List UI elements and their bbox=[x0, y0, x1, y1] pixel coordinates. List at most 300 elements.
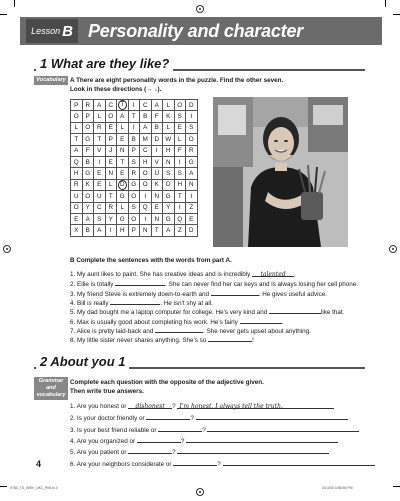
crop-mark bbox=[14, 0, 15, 7]
crop-mark bbox=[0, 14, 7, 15]
grid-letter: E bbox=[97, 170, 102, 178]
grid-letter: V bbox=[154, 158, 159, 166]
grid-cell bbox=[82, 145, 94, 156]
grid-cell bbox=[71, 145, 83, 156]
response-line[interactable]: I'm honest. I always tell the truth. bbox=[177, 402, 334, 409]
response-line[interactable] bbox=[177, 447, 329, 454]
grid-cell bbox=[105, 122, 117, 133]
grid-letter: E bbox=[120, 135, 125, 143]
grid-letter: P bbox=[131, 226, 136, 234]
grid-letter: L bbox=[97, 113, 101, 121]
grid-letter: F bbox=[154, 113, 159, 121]
grid-cell bbox=[128, 168, 140, 179]
grid-cell bbox=[140, 213, 152, 224]
grid-cell bbox=[140, 100, 152, 111]
section-1-title-text: What are they like? bbox=[50, 56, 170, 71]
grid-row bbox=[71, 122, 198, 133]
grid-cell bbox=[105, 179, 117, 190]
grid-cell bbox=[151, 156, 163, 167]
sentence-item bbox=[70, 270, 296, 279]
item-number: 7. bbox=[70, 327, 76, 335]
grid-cell bbox=[174, 225, 186, 236]
grid-letter: H bbox=[73, 170, 79, 178]
grid-letter: K bbox=[166, 113, 171, 121]
section-2-number: 2 bbox=[40, 354, 48, 369]
grid-letter: O bbox=[131, 192, 137, 200]
grid-letter: R bbox=[188, 147, 194, 155]
grid-letter: I bbox=[132, 101, 135, 109]
section-1-number: 1 bbox=[40, 56, 48, 71]
opposite-blank[interactable] bbox=[128, 447, 172, 454]
item-number: 1. bbox=[70, 271, 76, 278]
grid-letter: G bbox=[85, 135, 91, 143]
grid-cell bbox=[140, 156, 152, 167]
grid-cell bbox=[71, 111, 83, 122]
grid-cell bbox=[94, 202, 106, 213]
registration-mark bbox=[196, 5, 204, 13]
grid-letter: S bbox=[189, 124, 194, 132]
grid-cell bbox=[71, 100, 83, 111]
grid-letter: N bbox=[154, 215, 160, 223]
grid-cell bbox=[117, 202, 129, 213]
grid-letter: L bbox=[120, 124, 124, 132]
grid-cell bbox=[174, 111, 186, 122]
grid-cell bbox=[174, 191, 186, 202]
grid-cell bbox=[174, 168, 186, 179]
grid-cell bbox=[186, 111, 198, 122]
grid-cell bbox=[151, 100, 163, 111]
crop-mark bbox=[0, 486, 7, 487]
part-a-letter: A bbox=[70, 77, 75, 84]
grid-cell bbox=[117, 225, 129, 236]
registration-mark bbox=[3, 245, 11, 253]
grid-cell bbox=[94, 122, 106, 133]
word-search-grid bbox=[70, 99, 198, 237]
lesson-word: Lesson bbox=[31, 26, 61, 36]
answer-blank[interactable]: talented bbox=[252, 270, 294, 277]
grid-letter: J bbox=[109, 147, 113, 155]
grid-cell bbox=[140, 168, 152, 179]
question-before: Are you honest or bbox=[76, 403, 127, 410]
part-a-instruction bbox=[70, 76, 283, 85]
print-footer-left: 9780_TS_WBV_UK1_P06.tx 4 bbox=[10, 486, 58, 490]
grid-cell bbox=[151, 145, 163, 156]
grid-letter: L bbox=[120, 204, 124, 212]
grid-letter: A bbox=[97, 226, 102, 234]
grid-cell bbox=[71, 156, 83, 167]
grid-letter: D bbox=[154, 135, 160, 143]
grid-letter: D bbox=[118, 180, 127, 190]
grid-cell bbox=[82, 225, 94, 236]
grid-letter: I bbox=[144, 192, 147, 200]
grid-cell bbox=[117, 100, 129, 111]
grid-cell bbox=[186, 145, 198, 156]
question-item bbox=[70, 413, 348, 423]
grid-letter: U bbox=[73, 192, 79, 200]
grid-cell bbox=[174, 156, 186, 167]
grid-cell bbox=[94, 179, 106, 190]
section-1-title bbox=[36, 55, 173, 73]
grid-cell bbox=[105, 134, 117, 145]
grid-cell bbox=[117, 156, 129, 167]
grid-letter: E bbox=[189, 215, 194, 223]
question-mark: ? bbox=[172, 403, 176, 410]
grid-cell bbox=[174, 145, 186, 156]
grid-letter: N bbox=[154, 192, 160, 200]
question-before: Is your best friend reliable or bbox=[77, 426, 157, 434]
grid-cell bbox=[82, 100, 94, 111]
grid-letter: T bbox=[177, 192, 182, 200]
grid-letter: S bbox=[131, 158, 136, 166]
grid-cell bbox=[117, 145, 129, 156]
grid-cell bbox=[117, 122, 129, 133]
question-mark: ? bbox=[202, 426, 206, 434]
grid-cell bbox=[151, 202, 163, 213]
response-line[interactable] bbox=[207, 425, 359, 432]
grid-letter: P bbox=[108, 135, 113, 143]
grid-row bbox=[71, 179, 198, 190]
question-before: Are you patient or bbox=[76, 449, 127, 457]
grid-cell bbox=[186, 202, 198, 213]
grid-letter: B bbox=[85, 226, 90, 234]
grid-letter: R bbox=[131, 170, 137, 178]
grid-cell bbox=[71, 134, 83, 145]
print-footer-right: 2/14/00 3:56:56 PM bbox=[322, 486, 353, 490]
grid-letter: L bbox=[74, 124, 78, 132]
grid-letter: T bbox=[131, 113, 136, 121]
item-number: 2. bbox=[70, 415, 76, 423]
grid-letter: A bbox=[85, 215, 90, 223]
grid-letter: L bbox=[166, 101, 170, 109]
grid-letter: G bbox=[165, 192, 171, 200]
item-number: 2. bbox=[70, 281, 76, 289]
section-2-title-text: About you 1 bbox=[50, 354, 126, 369]
grid-cell bbox=[163, 202, 175, 213]
grid-letter: H bbox=[119, 226, 125, 234]
grid-cell bbox=[186, 179, 198, 190]
question-mark: ? bbox=[172, 449, 176, 457]
question-item bbox=[70, 436, 338, 446]
section-2-instruction-line2: Then write true answers. bbox=[70, 388, 144, 395]
part-b-letter: B bbox=[70, 257, 75, 264]
grid-cell bbox=[71, 179, 83, 190]
grid-cell bbox=[128, 145, 140, 156]
grid-cell bbox=[82, 156, 94, 167]
grid-letter: E bbox=[108, 158, 113, 166]
grid-letter: B bbox=[85, 158, 90, 166]
part-a-line2: Look in these directions (→ ↓). bbox=[70, 86, 162, 93]
grid-cell bbox=[128, 213, 140, 224]
grid-letter: R bbox=[85, 101, 91, 109]
grid-letter: O bbox=[73, 113, 79, 121]
section-1-heading bbox=[0, 55, 400, 73]
grid-letter: V bbox=[97, 147, 102, 155]
question-before: Are your neighbors considerate or bbox=[76, 460, 172, 468]
grid-letter: G bbox=[119, 192, 125, 200]
item-number: 6. bbox=[70, 460, 76, 468]
question-item bbox=[70, 459, 375, 469]
grid-letter: A bbox=[154, 101, 159, 109]
grid-letter: E bbox=[154, 204, 159, 212]
grid-letter: Y bbox=[166, 204, 171, 212]
opposite-blank[interactable] bbox=[137, 436, 181, 443]
side-label-line2: and bbox=[46, 385, 56, 391]
grid-letter: A bbox=[97, 101, 102, 109]
grid-cell bbox=[140, 191, 152, 202]
grid-cell bbox=[186, 100, 198, 111]
grid-letter: O bbox=[188, 135, 194, 143]
lesson-title: Personality and character bbox=[88, 21, 304, 41]
grid-cell bbox=[174, 134, 186, 145]
grid-letter: D bbox=[188, 226, 194, 234]
response-line[interactable] bbox=[186, 436, 338, 443]
grid-cell bbox=[71, 122, 83, 133]
grid-cell bbox=[151, 213, 163, 224]
grid-letter: I bbox=[178, 204, 181, 212]
grid-cell bbox=[163, 191, 175, 202]
grid-cell bbox=[71, 202, 83, 213]
grid-cell bbox=[140, 134, 152, 145]
grid-letter: O bbox=[131, 215, 137, 223]
grid-letter: H bbox=[165, 147, 171, 155]
grid-cell bbox=[151, 111, 163, 122]
item-number: 5. bbox=[70, 449, 76, 457]
grid-cell bbox=[174, 122, 186, 133]
grid-letter: O bbox=[73, 204, 79, 212]
grid-letter: T bbox=[108, 192, 113, 200]
grid-cell bbox=[105, 145, 117, 156]
grid-letter: E bbox=[97, 181, 102, 189]
item-number: 8. bbox=[70, 337, 76, 345]
question-mark: ? bbox=[180, 437, 185, 445]
grid-row bbox=[71, 100, 198, 111]
grid-letter: R bbox=[73, 181, 79, 189]
grid-letter: I bbox=[98, 158, 101, 166]
photo-illustration bbox=[213, 97, 348, 247]
grid-letter: N bbox=[108, 170, 114, 178]
grid-letter: P bbox=[131, 147, 136, 155]
grid-row bbox=[71, 145, 198, 156]
grid-letter: E bbox=[108, 124, 113, 132]
grid-letter: E bbox=[120, 170, 125, 178]
grid-letter: L bbox=[166, 124, 170, 132]
grid-cell bbox=[140, 225, 152, 236]
grid-cell bbox=[117, 191, 129, 202]
grid-letter: T bbox=[74, 135, 79, 143]
grid-letter: L bbox=[108, 181, 113, 189]
grid-cell bbox=[163, 134, 175, 145]
grid-letter: T bbox=[118, 100, 127, 110]
opposite-blank[interactable] bbox=[158, 425, 202, 432]
grid-cell bbox=[186, 122, 198, 133]
grid-cell bbox=[105, 100, 117, 111]
grid-cell bbox=[128, 134, 140, 145]
grid-letter: H bbox=[177, 181, 183, 189]
grid-cell bbox=[163, 122, 175, 133]
answer-blank[interactable] bbox=[115, 279, 165, 286]
item-number: 3. bbox=[70, 290, 76, 298]
grid-letter: I bbox=[178, 158, 181, 166]
grid-letter: S bbox=[131, 204, 136, 212]
answer-blank[interactable] bbox=[155, 326, 203, 333]
grid-cell bbox=[105, 111, 117, 122]
grid-letter: P bbox=[74, 101, 79, 109]
question-item bbox=[70, 447, 329, 457]
grid-row bbox=[71, 225, 198, 236]
question-before: Is your doctor friendly or bbox=[77, 415, 145, 423]
opposite-blank[interactable] bbox=[146, 413, 190, 420]
grid-cell bbox=[94, 213, 106, 224]
answer-blank[interactable] bbox=[269, 307, 321, 314]
side-label-line1: Grammar bbox=[38, 378, 64, 384]
grid-letter: Y bbox=[108, 215, 113, 223]
grid-letter: G bbox=[131, 181, 137, 189]
sentence-before: My aunt likes to paint. She has creative ideas and is incredibly bbox=[77, 271, 251, 278]
page-number: 4 bbox=[36, 459, 42, 469]
grid-letter: G bbox=[85, 170, 91, 178]
grid-letter: O bbox=[85, 192, 91, 200]
question-before: Are you organized or bbox=[76, 437, 136, 445]
grid-letter: Q bbox=[177, 215, 183, 223]
grid-cell bbox=[128, 202, 140, 213]
grid-letter: R bbox=[96, 124, 102, 132]
grid-letter: B bbox=[143, 113, 148, 121]
grid-letter: G bbox=[188, 158, 194, 166]
sentence-after: like that. bbox=[320, 309, 345, 317]
grid-cell bbox=[186, 134, 198, 145]
response-line[interactable] bbox=[196, 413, 348, 420]
sentence-item bbox=[70, 335, 254, 345]
grid-row bbox=[71, 202, 198, 213]
answer-blank[interactable] bbox=[208, 335, 254, 345]
grid-letter: R bbox=[108, 204, 114, 212]
item-number: 4. bbox=[70, 437, 76, 445]
grid-cell bbox=[82, 168, 94, 179]
grid-cell bbox=[140, 111, 152, 122]
grid-cell bbox=[94, 156, 106, 167]
side-label-line3: vocabulary bbox=[36, 392, 66, 398]
answer-blank[interactable] bbox=[110, 298, 160, 305]
grid-cell bbox=[186, 156, 198, 167]
grid-letter: Y bbox=[85, 204, 90, 212]
grid-letter: K bbox=[154, 181, 159, 189]
registration-mark bbox=[389, 245, 397, 253]
crop-mark bbox=[393, 486, 400, 487]
grid-cell bbox=[163, 179, 175, 190]
item-number: 1. bbox=[70, 403, 76, 410]
grid-cell bbox=[174, 100, 186, 111]
grid-letter: T bbox=[154, 226, 159, 234]
grid-cell bbox=[128, 156, 140, 167]
grid-letter: N bbox=[188, 181, 194, 189]
grid-letter: H bbox=[142, 158, 148, 166]
grid-cell bbox=[128, 225, 140, 236]
sentence-after: . She can never find her car keys and is always losing her cell phone. bbox=[165, 281, 359, 289]
grid-cell bbox=[94, 225, 106, 236]
section-2-instruction-line1: Complete each question with the opposite of the adjective given. bbox=[70, 379, 264, 386]
question-item bbox=[70, 402, 334, 411]
photo-woman-artist bbox=[213, 97, 348, 247]
grid-cell bbox=[163, 111, 175, 122]
grid-letter: L bbox=[177, 135, 182, 143]
section-2-title bbox=[36, 353, 129, 371]
grid-cell bbox=[186, 213, 198, 224]
grid-letter: T bbox=[97, 135, 102, 143]
grid-cell bbox=[71, 225, 83, 236]
grid-letter: E bbox=[74, 215, 79, 223]
grid-letter: N bbox=[142, 226, 148, 234]
answer-blank[interactable] bbox=[211, 289, 259, 296]
grid-cell bbox=[151, 179, 163, 190]
registration-mark bbox=[196, 488, 204, 496]
sentence-before: Bill is really bbox=[77, 299, 109, 307]
grid-letter: S bbox=[177, 170, 182, 178]
grid-cell bbox=[117, 168, 129, 179]
grid-cell bbox=[163, 213, 175, 224]
grid-cell bbox=[174, 202, 186, 213]
answer-blank[interactable] bbox=[240, 317, 282, 324]
grid-cell bbox=[105, 191, 117, 202]
grid-letter: A bbox=[120, 113, 125, 121]
grid-cell bbox=[82, 122, 94, 133]
grid-letter: B bbox=[154, 124, 159, 132]
question-mark: ? bbox=[190, 415, 194, 423]
grid-letter: F bbox=[85, 147, 90, 155]
grid-cell bbox=[163, 168, 175, 179]
grid-row bbox=[71, 134, 198, 145]
grid-cell bbox=[82, 179, 94, 190]
grid-letter: D bbox=[188, 101, 194, 109]
vocabulary-label: Vocabulary bbox=[34, 76, 68, 85]
part-b-instruction-text: Complete the sentences with the words from part A. bbox=[76, 257, 232, 264]
lesson-tab bbox=[26, 19, 78, 43]
sentence-after: . He isn't shy at all. bbox=[160, 299, 213, 307]
opposite-blank[interactable]: dishonest bbox=[128, 402, 172, 409]
sentence-after: . bbox=[294, 271, 296, 278]
grid-letter: O bbox=[142, 170, 148, 178]
grid-cell bbox=[105, 156, 117, 167]
grid-row bbox=[71, 156, 198, 167]
grid-letter: D bbox=[165, 181, 171, 189]
grid-letter: I bbox=[155, 147, 158, 155]
grid-letter: G bbox=[119, 215, 125, 223]
grid-letter: U bbox=[96, 192, 102, 200]
response-line[interactable] bbox=[223, 459, 375, 466]
grid-letter: A bbox=[189, 170, 194, 178]
grid-cell bbox=[94, 191, 106, 202]
grid-letter: Q bbox=[142, 204, 148, 212]
sentence-before: Alice is pretty laid-back and bbox=[76, 327, 154, 335]
grid-cell bbox=[128, 100, 140, 111]
sentence-before: Max is usually good about completing his work. He's fairly bbox=[77, 318, 238, 326]
grid-cell bbox=[140, 122, 152, 133]
crop-mark bbox=[385, 0, 386, 7]
opposite-blank[interactable] bbox=[173, 459, 217, 466]
grid-cell bbox=[105, 168, 117, 179]
grid-cell bbox=[128, 111, 140, 122]
grid-letter: B bbox=[131, 135, 136, 143]
grid-letter: P bbox=[85, 113, 90, 121]
grid-cell bbox=[128, 191, 140, 202]
grid-cell bbox=[105, 202, 117, 213]
grid-cell bbox=[151, 122, 163, 133]
grid-letter: I bbox=[190, 113, 193, 121]
grid-letter: S bbox=[177, 113, 182, 121]
grid-row bbox=[71, 111, 198, 122]
grid-cell bbox=[151, 134, 163, 145]
grid-cell bbox=[186, 168, 198, 179]
item-number: 3. bbox=[70, 426, 76, 434]
